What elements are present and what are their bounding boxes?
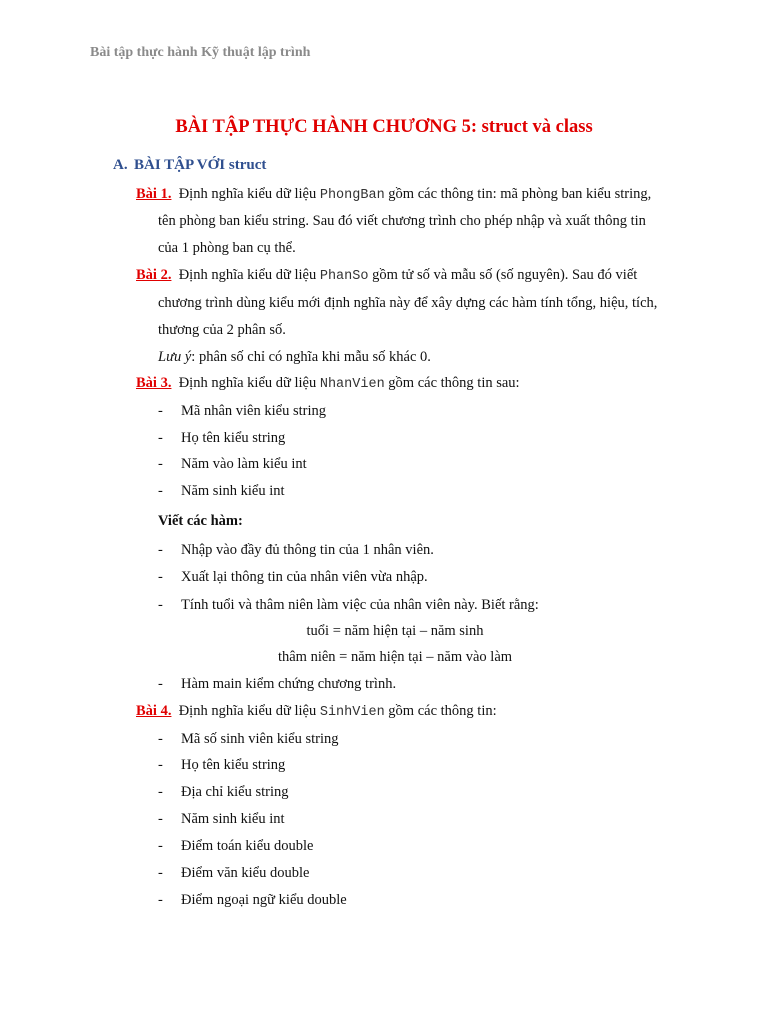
bullet-dash: -	[158, 597, 163, 613]
bullet-dash: -	[158, 892, 163, 908]
bai3-function-3: Tính tuổi và thâm niên làm việc của nhân viên này. Biết rằng:	[181, 597, 539, 613]
bai3-text-a: Định nghĩa kiểu dữ liệu	[178, 375, 320, 391]
bullet-dash: -	[158, 456, 163, 472]
bai2-note-text: : phân số chỉ có nghĩa khi mẫu số khác 0.	[191, 349, 431, 365]
bai4-label: Bài 4.	[136, 703, 172, 719]
formula-seniority: thâm niên = năm hiện tại – năm vào làm	[277, 649, 513, 665]
bai4-field-6: Điểm văn kiểu double	[181, 865, 310, 881]
bai2-label: Bài 2.	[136, 267, 172, 283]
bai3-function-1: Nhập vào đầy đủ thông tin của 1 nhân viên.	[181, 542, 434, 558]
bai3-function-2: Xuất lại thông tin của nhân viên vừa nhập.	[181, 569, 428, 585]
bai3-functions-heading: Viết các hàm:	[158, 513, 243, 529]
bullet-dash: -	[158, 676, 163, 692]
section-letter: A.	[113, 157, 128, 173]
bai1-line-3: của 1 phòng ban cụ thể.	[158, 240, 296, 256]
bai3-code: NhanVien	[319, 377, 385, 392]
bai2-code: PhanSo	[319, 269, 369, 284]
bullet-dash: -	[158, 483, 163, 499]
bai2-note	[158, 348, 431, 366]
bai2-text-a: Định nghĩa kiểu dữ liệu	[178, 267, 320, 283]
bullet-dash: -	[158, 542, 163, 558]
section-heading	[113, 157, 266, 174]
bai1-line-2: tên phòng ban kiểu string. Sau đó viết chương trình cho phép nhập và xuất thông tin	[158, 213, 646, 229]
bai3-line-1	[136, 374, 520, 394]
bai3-field-1: Mã nhân viên kiểu string	[181, 403, 326, 419]
bai1-line-1	[136, 185, 651, 205]
bai4-field-3: Địa chỉ kiểu string	[181, 784, 289, 800]
bullet-dash: -	[158, 757, 163, 773]
running-header: Bài tập thực hành Kỹ thuật lập trình	[90, 45, 311, 60]
bai4-text-a: Định nghĩa kiểu dữ liệu	[178, 703, 320, 719]
bai1-code: PhongBan	[319, 188, 385, 203]
bai2-line-2: chương trình dùng kiểu mới định nghĩa này để xây dựng các hàm tính tổng, hiệu, tích,	[158, 295, 658, 311]
bai3-field-3: Năm vào làm kiểu int	[181, 456, 307, 472]
bai1-text-b: gồm các thông tin: mã phòng ban kiểu string,	[384, 186, 652, 202]
bullet-dash: -	[158, 569, 163, 585]
bullet-dash: -	[158, 838, 163, 854]
bai4-field-4: Năm sinh kiểu int	[181, 811, 285, 827]
bullet-dash: -	[158, 784, 163, 800]
formula-age: tuổi = năm hiện tại – năm sinh	[306, 623, 484, 639]
bai3-text-b: gồm các thông tin sau:	[384, 375, 520, 391]
bullet-dash: -	[158, 731, 163, 747]
bai4-field-5: Điểm toán kiểu double	[181, 838, 314, 854]
bai4-text-b: gồm các thông tin:	[384, 703, 497, 719]
bai1-label: Bài 1.	[136, 186, 172, 202]
bullet-dash: -	[158, 403, 163, 419]
bai4-field-1: Mã số sinh viên kiểu string	[181, 731, 339, 747]
bai2-line-1	[136, 266, 637, 286]
bai2-line-3: thương của 2 phân số.	[158, 322, 286, 338]
bullet-dash: -	[158, 430, 163, 446]
bullet-dash: -	[158, 865, 163, 881]
bai3-field-2: Họ tên kiểu string	[181, 430, 286, 446]
page-title: BÀI TẬP THỰC HÀNH CHƯƠNG 5: struct và class	[175, 117, 593, 137]
section-text: BÀI TẬP VỚI struct	[134, 157, 267, 173]
bai2-text-b: gồm tử số và mẫu số (số nguyên). Sau đó viết	[368, 267, 638, 283]
bai4-code: SinhVien	[319, 705, 385, 720]
bai2-note-label: Lưu ý	[158, 349, 192, 365]
bai1-text-a: Định nghĩa kiểu dữ liệu	[178, 186, 320, 202]
bai3-label: Bài 3.	[136, 375, 172, 391]
bai3-function-main: Hàm main kiểm chứng chương trình.	[181, 676, 397, 692]
bai3-field-4: Năm sinh kiểu int	[181, 483, 285, 499]
bullet-dash: -	[158, 811, 163, 827]
bai4-field-7: Điểm ngoại ngữ kiểu double	[181, 892, 347, 908]
bai4-line-1	[136, 702, 497, 722]
bai4-field-2: Họ tên kiểu string	[181, 757, 286, 773]
